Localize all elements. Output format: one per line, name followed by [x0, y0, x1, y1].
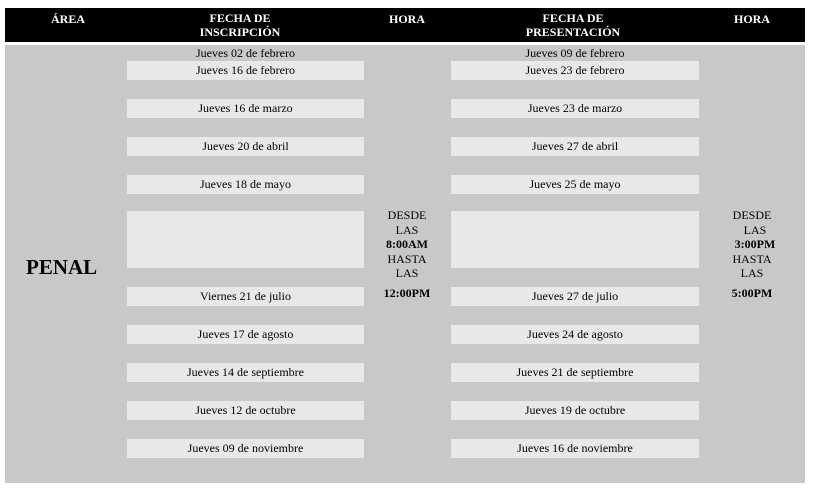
presentacion-date-2: Jueves 23 de febrero: [451, 61, 699, 80]
presentacion-date-10: Jueves 19 de octubre: [451, 401, 699, 420]
hora-presentacion-las-2: LAS: [740, 266, 764, 280]
presentacion-date-1: Jueves 09 de febrero: [525, 46, 625, 60]
presentacion-date-7: Jueves 27 de julio: [451, 287, 699, 306]
inscripcion-date-1: Jueves 02 de febrero: [196, 46, 295, 60]
inscripcion-date-3: Jueves 16 de marzo: [127, 99, 364, 118]
presentacion-date-9: Jueves 21 de septiembre: [451, 363, 699, 382]
header-fecha-presentacion-line1: FECHA DE: [542, 11, 604, 25]
hora-presentacion-start: 3:00PM: [734, 237, 776, 251]
inscripcion-date-4: Jueves 20 de abril: [127, 137, 364, 156]
header-fecha-presentacion-line2: PRESENTACIÓN: [525, 25, 621, 39]
hora-presentacion: [717, 208, 787, 300]
table-header: [5, 8, 805, 42]
hora-inscripcion-start: 8:00AM: [386, 237, 428, 251]
hora-inscripcion-end: 12:00PM: [383, 285, 431, 300]
hora-inscripcion-las-1: LAS: [395, 222, 419, 237]
inscripcion-date-11: Jueves 09 de noviembre: [127, 439, 364, 458]
hora-inscripcion-hasta: HASTA: [387, 251, 427, 266]
inscripcion-date-10: Jueves 12 de octubre: [127, 401, 364, 420]
hora-presentacion-end: 5:00PM: [731, 285, 773, 300]
hora-inscripcion-desde: DESDE: [387, 208, 427, 222]
hora-presentacion-hasta: HASTA: [732, 251, 772, 266]
inscripcion-date-7: Viernes 21 de julio: [127, 287, 364, 306]
hora-presentacion-desde: DESDE: [732, 208, 772, 222]
inscripcion-date-5: Jueves 18 de mayo: [127, 175, 364, 194]
header-fecha-inscripcion-line2: INSCRIPCIÓN: [199, 25, 281, 39]
hora-inscripcion: [372, 208, 442, 300]
hora-presentacion-las-1: LAS: [743, 222, 767, 237]
area-name: PENAL: [26, 255, 98, 279]
inscripcion-date-6: [127, 211, 364, 268]
header-fecha-presentacion: [498, 11, 648, 39]
presentacion-date-8: Jueves 24 de agosto: [451, 325, 699, 344]
header-fecha-inscripcion: [165, 11, 315, 39]
inscripcion-date-9: Jueves 14 de septiembre: [127, 363, 364, 382]
header-hora-1: HORA: [389, 12, 425, 26]
presentacion-date-4: Jueves 27 de abril: [451, 137, 699, 156]
presentacion-date-11: Jueves 16 de noviembre: [451, 439, 699, 458]
presentacion-date-5: Jueves 25 de mayo: [451, 175, 699, 194]
inscripcion-date-8: Jueves 17 de agosto: [127, 325, 364, 344]
header-fecha-inscripcion-line1: FECHA DE: [209, 11, 271, 25]
inscripcion-date-2: Jueves 16 de febrero: [127, 61, 364, 80]
hora-inscripcion-las-2: LAS: [395, 266, 419, 280]
header-hora-2: HORA: [734, 12, 770, 26]
presentacion-date-3: Jueves 23 de marzo: [451, 99, 699, 118]
header-area: ÁREA: [50, 12, 85, 26]
presentacion-date-6: [451, 211, 699, 268]
